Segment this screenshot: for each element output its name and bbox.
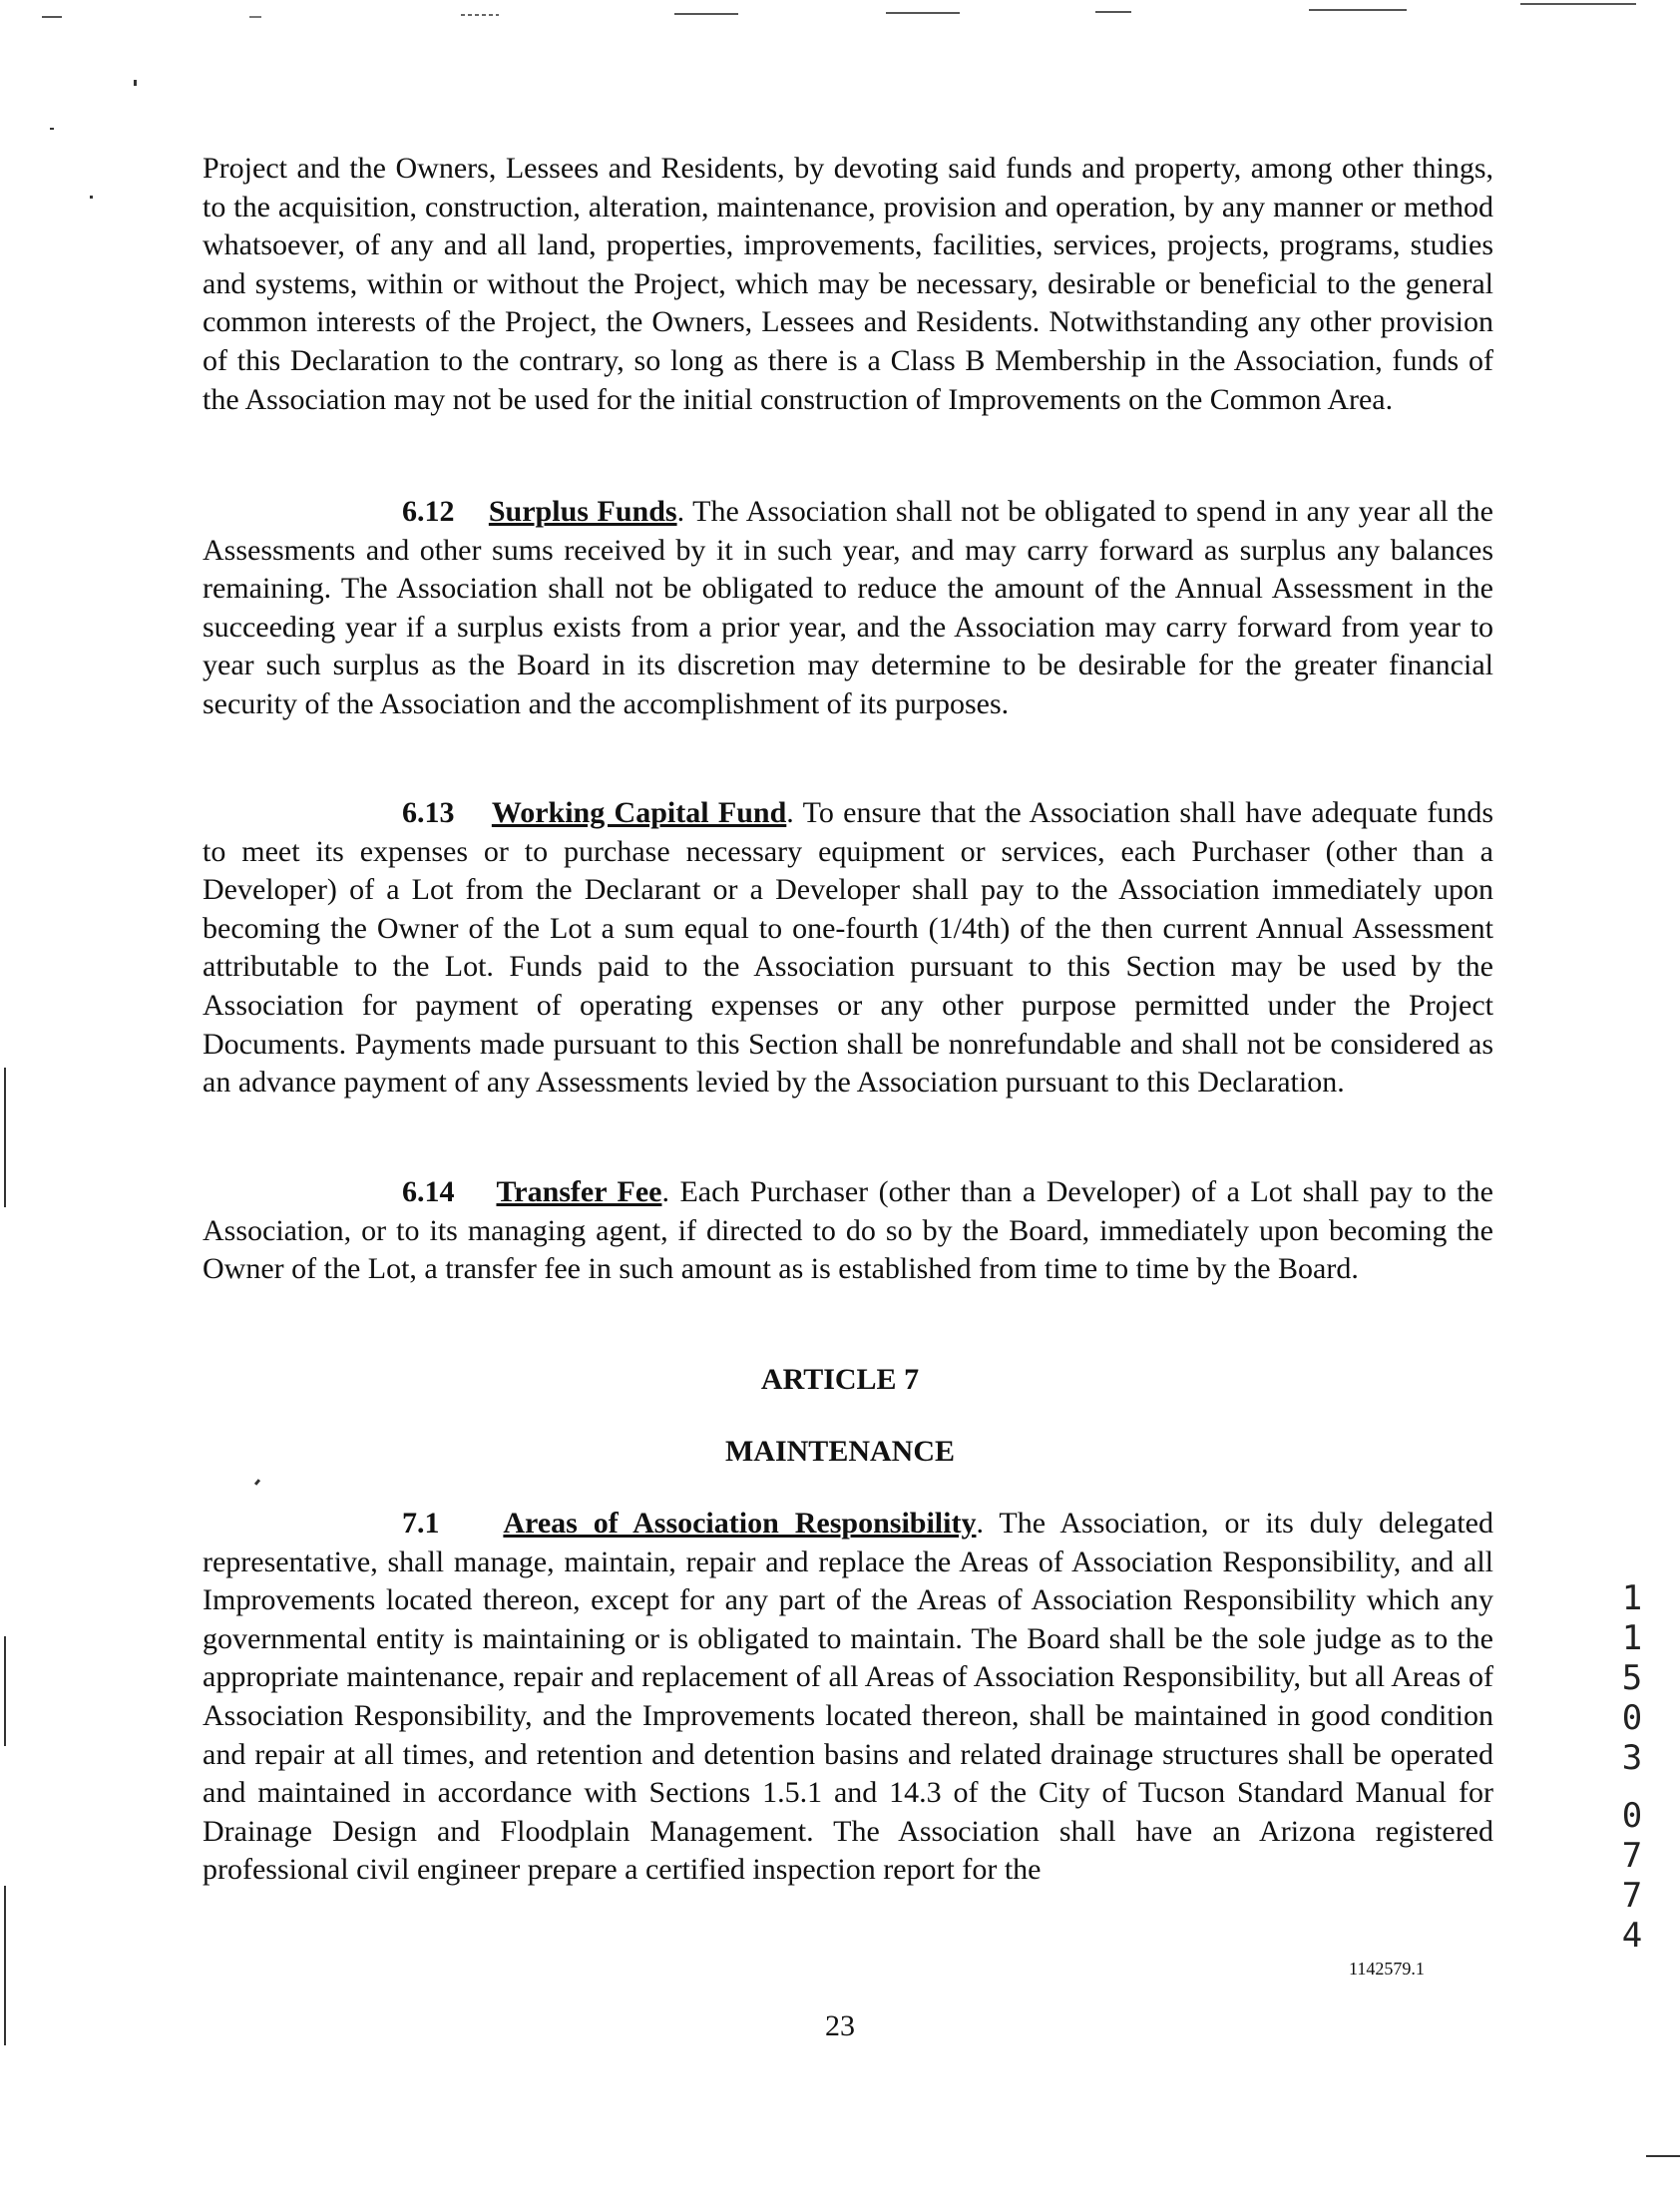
stamp-digit: 0 [1621,1796,1643,1836]
stamp-digit: 7 [1621,1836,1643,1876]
section-text: . Each Purchaser (other than a Developer) of a Lot shall pay to the Association, or to its managing agent, if directed to do so by the Board, immediately upon becoming the Owner of the Lot, a transfer fee in such amount as is established from time to time by the Board. [203,1175,1493,1286]
section-text: . The Association shall not be obligated to spend in any year all the Assessments and other sums received by it in such year, and may carry forward as surplus any balances remaining. The Association shall not be obligated to reduce the amount of the Annual Assessment in the succeeding year if a surplus exists from a prior year, and the Association may carry forward from year to year such surplus as the Board in its discretion may determine to be desirable for the greater financial security of the Association and the accomplishment of its purposes. [203,495,1494,720]
section-number: 6.12 [402,495,455,528]
section-6-12 [203,493,1493,724]
stamp-digit: 4 [1621,1916,1643,1956]
section-title: Working Capital Fund [491,796,787,829]
margin-mark [254,1479,260,1486]
section-6-14 [203,1173,1493,1289]
stamp-digit: 7 [1621,1876,1643,1916]
recording-stamp [1614,1578,1650,1956]
section-6-13 [203,794,1493,1103]
section-text: . To ensure that the Association shall have adequate funds to meet its expenses or to purchase necessary equipment or services, each Purchaser (other than a Developer) of a Lot from the Declarant or a Developer shall pay to the Association immediately upon becoming the Owner of the Lot a sum equal to one-fourth (1/4th) of the then current Annual Assessment attributable to the Lot. Funds paid to the Association pursuant to this Section may be used by the Association for payment of operating expenses or any other purpose permitted under the Project Documents. Payments made pursuant to this Section shall be nonrefundable and shall not be considered as an advance payment of any Assessments levied by the Association pursuant to this Declaration. [203,796,1494,1100]
margin-mark [50,128,54,130]
margin-mark [90,196,93,199]
section-title: Areas of Association Responsibility [503,1507,977,1540]
section-number: 6.13 [402,796,455,829]
section-number: 6.14 [402,1175,455,1208]
margin-mark [1646,2155,1680,2157]
stamp-digit: 5 [1621,1658,1643,1698]
section-title: Transfer Fee [496,1175,662,1208]
article-heading: ARTICLE 7 [760,1363,920,1396]
intro-paragraph: Project and the Owners, Lessees and Residents, by devoting said funds and property, among other things, to the acquisition, construction, alteration, maintenance, provision and operation, by any manner or method whatsoever, of any and all land, properties, improvements, facilities, services, projects, programs, studies and systems, within or without the Project, which may be necessary, desirable or beneficial to the general common interests of the Project, the Owners, Lessees and Residents. Notwithstanding any other provision of this Declaration to the contrary, so long as there is a Class B Membership in the Association, funds of the Association may not be used for the initial construction of Improvements on the Common Area. [203,152,1493,416]
margin-mark [134,80,137,86]
margin-mark [4,1068,6,1207]
page-number: 23 [825,2009,855,2042]
section-text: . The Association, or its duly delegated representative, shall manage, maintain, repair and replace the Areas of Association Responsibility, and all Improvements located thereon, except for any part of the Areas of Association Responsibility which any governmental entity is maintaining or is obligated to maintain. The Board shall be the sole judge as to the appropriate maintenance, repair and replacement of all Areas of Association Responsibility, but all Areas of Association Responsibility, and the Improvements located thereon, shall be maintained in good condition and repair at all times, and retention and detention basins and related drainage structures shall be operated and maintained in accordance with Sections 1.5.1 and 14.3 of the City of Tucson Standard Manual for Drainage Design and Floodplain Management. The Association shall have an Arizona registered professional civil engineer prepare a certified inspection report for the [203,1507,1493,1887]
stamp-digit: 3 [1621,1738,1643,1778]
stamp-digit: 1 [1621,1578,1643,1618]
section-number: 7.1 [402,1507,440,1540]
article-title: MAINTENANCE [724,1435,955,1468]
section-7-1 [203,1505,1493,1890]
document-id: 1142579.1 [1349,1959,1425,1979]
stamp-digit: 1 [1621,1618,1643,1658]
margin-mark [4,1636,6,1746]
scan-artifacts-top [0,0,1680,24]
section-title: Surplus Funds [488,495,677,528]
intro-block [203,150,1493,419]
stamp-digit: 0 [1621,1698,1643,1738]
